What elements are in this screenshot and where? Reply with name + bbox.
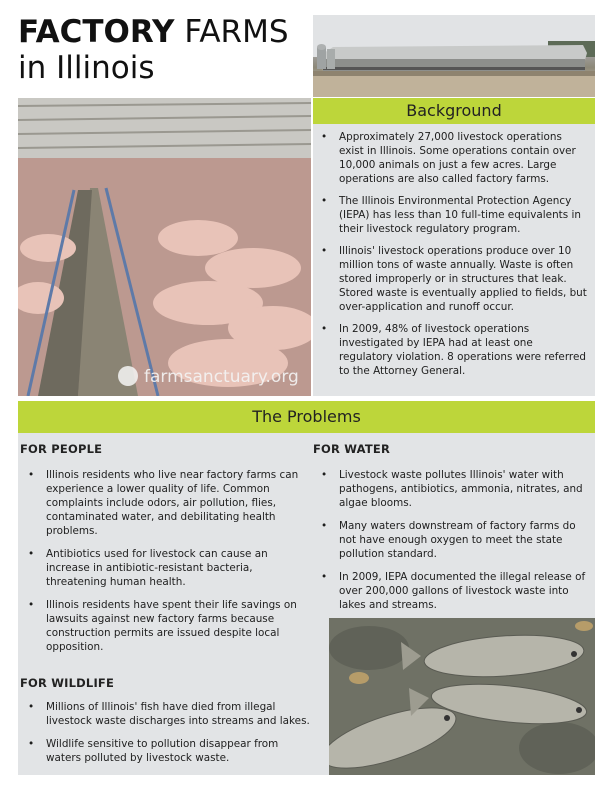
pig-barn-photo [18,98,311,396]
list-item: • In 2009, 48% of livestock operations investigated by IEPA had at least one regulatory violation. 8 operations were referred to the Attorney General. [313,322,587,378]
title-line2: in Illinois [18,50,155,86]
people-column [20,442,310,663]
list-item: • Illinois residents have spent their life savings on lawsuits against new factory farms because construction permits are issued despite local opposition. [20,598,310,654]
wildlife-list [20,700,310,765]
wildlife-heading: FOR WILDLIFE [20,676,115,690]
barn-photo [313,15,595,97]
water-heading: FOR WATER [313,442,391,456]
background-list [313,124,595,378]
people-list [20,468,310,654]
list-item: • Approximately 27,000 livestock operations exist in Illinois. Some operations contain over 10,000 animals on just a few acres. Large operations are also called factory farms. [313,130,587,186]
list-item: • Illinois residents who live near factory farms can experience a lower quality of life. Common complaints include odors, air pollution, flies, contaminated water, and debilitating health problems. [20,468,310,538]
list-item: • Many waters downstream of factory farms do not have enough oxygen to meet the state pollution standard. [313,519,589,561]
problems-heading: The Problems [18,401,595,433]
list-item: • The Illinois Environmental Protection Agency (IEPA) has less than 10 full-time equivalents in their livestock regulatory program. [313,194,587,236]
wildlife-column [20,676,310,774]
page-title [18,14,308,86]
background-panel [313,124,595,396]
water-column [313,442,589,621]
list-item: • Antibiotics used for livestock can cause an increase in antibiotic-resistant bacteria, threatening human health. [20,547,310,589]
list-item: • In 2009, IEPA documented the illegal release of over 200,000 gallons of livestock waste into lakes and streams. [313,570,589,612]
title-bold: FACTORY [18,14,175,50]
people-heading: FOR PEOPLE [20,442,103,456]
water-list [313,468,589,612]
photo-credit: farmsanctuary.org [144,367,299,387]
list-item: • Illinois' livestock operations produce over 10 million tons of waste annually. Waste is often stored improperly or in structures that leak. Stored waste is eventually applied to fields, but over-application and runoff occur. [313,244,587,314]
background-heading: Background [313,98,595,124]
title-rest: FARMS [184,14,289,50]
dead-fish-photo [329,618,595,775]
list-item: • Livestock waste pollutes Illinois' water with pathogens, antibiotics, ammonia, nitrates, and algae blooms. [313,468,589,510]
list-item: • Millions of Illinois' fish have died from illegal livestock waste discharges into streams and lakes. [20,700,310,728]
list-item: • Wildlife sensitive to pollution disappear from waters polluted by livestock waste. [20,737,310,765]
